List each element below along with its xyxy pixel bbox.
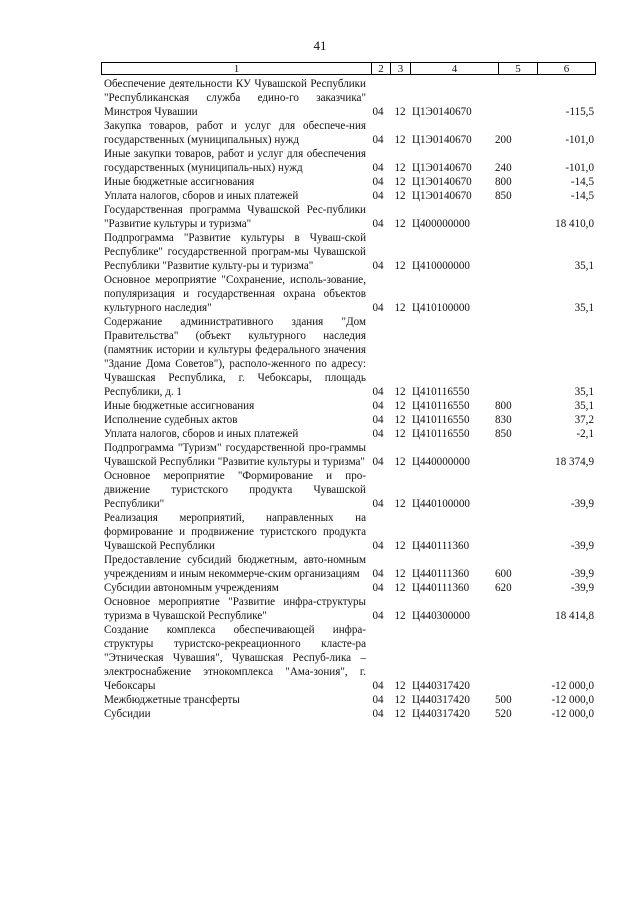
row-target-code: Ц1Э0140670 <box>412 176 472 188</box>
table-row <box>104 581 594 595</box>
row-sum: 18 374,9 <box>555 456 594 468</box>
row-subsection: 12 <box>394 386 406 398</box>
table-row <box>104 469 594 511</box>
row-section: 04 <box>372 428 384 440</box>
row-sum: 35,1 <box>574 260 594 272</box>
row-expense-type: 200 <box>495 134 512 146</box>
row-subsection: 12 <box>394 260 406 272</box>
table-header <box>101 62 596 75</box>
row-subsection: 12 <box>394 428 406 440</box>
row-subsection: 12 <box>394 176 406 188</box>
row-name: Уплата налогов, сборов и иных платежей <box>104 428 299 440</box>
row-subsection: 12 <box>394 106 406 118</box>
row-section: 04 <box>372 708 384 720</box>
row-target-code: Ц410116550 <box>412 414 470 426</box>
row-target-code: Ц410100000 <box>412 302 470 314</box>
row-target-code: Ц440317420 <box>412 680 470 692</box>
row-section: 04 <box>372 302 384 314</box>
table-row <box>104 231 594 273</box>
row-name: Основное мероприятие "Сохранение, исполь-зование, популяризация и государственная охрана объектов культурного наследия" <box>104 274 366 314</box>
row-target-code: Ц440111360 <box>412 582 470 594</box>
row-subsection: 12 <box>394 694 406 706</box>
row-sum: -12 000,0 <box>551 680 594 692</box>
row-name: Уплата налогов, сборов и иных платежей <box>104 190 299 202</box>
row-section: 04 <box>372 694 384 706</box>
row-target-code: Ц1Э0140670 <box>412 134 472 146</box>
row-subsection: 12 <box>394 218 406 230</box>
table-row <box>104 511 594 553</box>
row-section: 04 <box>372 456 384 468</box>
table-row <box>104 707 594 721</box>
row-subsection: 12 <box>394 190 406 202</box>
table-row <box>104 693 594 707</box>
row-name: Иные закупки товаров, работ и услуг для обеспечения государственных (муниципаль-ных) нужд <box>104 148 366 174</box>
table-body <box>104 77 594 721</box>
row-expense-type: 500 <box>495 694 512 706</box>
row-subsection: 12 <box>394 162 406 174</box>
row-section: 04 <box>372 610 384 622</box>
row-target-code: Ц1Э0140670 <box>412 106 472 118</box>
row-section: 04 <box>372 386 384 398</box>
table-row <box>104 595 594 623</box>
row-target-code: Ц440317420 <box>412 708 470 720</box>
row-name: Предоставление субсидий бюджетным, авто-номным учреждениям и иным некоммерче-ским организациям <box>104 554 366 580</box>
row-expense-type: 850 <box>495 190 512 202</box>
row-subsection: 12 <box>394 540 406 552</box>
row-target-code: Ц440000000 <box>412 456 470 468</box>
row-name: Межбюджетные трансферты <box>104 694 240 706</box>
row-target-code: Ц440317420 <box>412 694 470 706</box>
row-target-code: Ц410116550 <box>412 386 470 398</box>
table-row <box>104 203 594 231</box>
row-target-code: Ц440111360 <box>412 540 470 552</box>
row-section: 04 <box>372 540 384 552</box>
row-name: Субсидии <box>104 708 151 720</box>
row-sum: -2,1 <box>576 428 594 440</box>
row-section: 04 <box>372 176 384 188</box>
row-target-code: Ц440111360 <box>412 568 470 580</box>
row-subsection: 12 <box>394 568 406 580</box>
table-row <box>104 77 594 119</box>
row-section: 04 <box>372 190 384 202</box>
row-sum: -12 000,0 <box>551 694 594 706</box>
row-name: Субсидии автономным учреждениям <box>104 582 279 594</box>
row-name: Основное мероприятие "Формирование и про-движение туристского продукта Чувашской Республики" <box>104 470 366 510</box>
header-col-6: 6 <box>563 63 570 75</box>
table-row <box>104 189 594 203</box>
row-target-code: Ц400000000 <box>412 218 470 230</box>
table-row <box>104 399 594 413</box>
row-subsection: 12 <box>394 134 406 146</box>
row-sum: -12 000,0 <box>551 708 594 720</box>
row-section: 04 <box>372 582 384 594</box>
row-subsection: 12 <box>394 456 406 468</box>
row-sum: 35,1 <box>574 302 594 314</box>
row-section: 04 <box>372 414 384 426</box>
row-expense-type: 620 <box>495 582 512 594</box>
row-expense-type: 850 <box>495 428 512 440</box>
table-row <box>104 427 594 441</box>
row-target-code: Ц1Э0140670 <box>412 162 472 174</box>
row-section: 04 <box>372 568 384 580</box>
row-section: 04 <box>372 400 384 412</box>
header-col-5: 5 <box>499 63 538 74</box>
row-sum: -14,5 <box>570 176 594 188</box>
row-sum: -14,5 <box>570 190 594 202</box>
row-sum: -39,9 <box>570 568 594 580</box>
row-sum: -39,9 <box>570 498 594 510</box>
row-target-code: Ц1Э0140670 <box>412 190 472 202</box>
row-sum: 35,1 <box>574 400 594 412</box>
table-row <box>104 413 594 427</box>
table-row <box>104 119 594 147</box>
row-target-code: Ц410000000 <box>412 260 470 272</box>
row-name: Иные бюджетные ассигнования <box>104 400 255 412</box>
row-sum: 18 410,0 <box>555 218 594 230</box>
row-sum: -101,0 <box>565 162 594 174</box>
row-expense-type: 830 <box>495 414 512 426</box>
row-expense-type: 600 <box>495 568 512 580</box>
table-row <box>104 175 594 189</box>
row-subsection: 12 <box>394 414 406 426</box>
row-subsection: 12 <box>394 680 406 692</box>
row-name: Содержание административного здания "Дом Правительства" (объект культурного наследия (памятник истории и культуры федерального значения "Здание Дома Советов"), располо-женного по адресу: Чувашская Республика, г. Чебоксары, площадь Республики, д. 1 <box>104 316 366 398</box>
row-section: 04 <box>372 218 384 230</box>
row-name: Исполнение судебных актов <box>104 414 238 426</box>
row-expense-type: 520 <box>495 708 512 720</box>
row-target-code: Ц410116550 <box>412 428 470 440</box>
table-row <box>104 147 594 175</box>
table-row <box>104 273 594 315</box>
row-section: 04 <box>372 498 384 510</box>
row-section: 04 <box>372 162 384 174</box>
row-subsection: 12 <box>394 610 406 622</box>
row-section: 04 <box>372 134 384 146</box>
row-subsection: 12 <box>394 302 406 314</box>
row-expense-type: 800 <box>495 400 512 412</box>
row-section: 04 <box>372 260 384 272</box>
row-sum: 18 414,8 <box>555 610 594 622</box>
header-col-1: 1 <box>102 63 372 74</box>
table-row <box>104 315 594 399</box>
row-sum: 37,2 <box>574 414 594 426</box>
row-name: Подпрограмма "Туризм" государственной про-граммы Чувашской Республики "Развитие культуры и туризма" <box>104 442 366 468</box>
row-name: Создание комплекса обеспечивающей инфра-структуры туристско-рекреационного класте-ра "Этническая Чувашия", Чувашская Респуб-лика – электроснабжение этнокомплекса "Ама-зония", г. Чебоксары <box>104 624 366 692</box>
row-sum: -39,9 <box>570 582 594 594</box>
row-subsection: 12 <box>394 708 406 720</box>
row-name: Реализация мероприятий, направленных на формирование и продвижение туристского продукта Чувашской Республики <box>104 512 366 552</box>
table-row <box>104 553 594 581</box>
row-name: Подпрограмма "Развитие культуры в Чуваш-ской Республике" государственной програм-мы Чувашской Республики "Развитие культу-ры и туризма" <box>104 232 366 272</box>
row-sum: 35,1 <box>574 386 594 398</box>
row-expense-type: 800 <box>495 176 512 188</box>
row-name: Иные бюджетные ассигнования <box>104 176 255 188</box>
row-target-code: Ц410116550 <box>412 400 470 412</box>
row-subsection: 12 <box>394 582 406 594</box>
row-sum: -115,5 <box>565 106 594 118</box>
table-row <box>104 441 594 469</box>
row-section: 04 <box>372 680 384 692</box>
row-name: Основное мероприятие "Развитие инфра-структуры туризма в Чувашской Республике" <box>104 596 366 622</box>
row-expense-type: 240 <box>495 162 512 174</box>
row-subsection: 12 <box>394 400 406 412</box>
page-number: 41 <box>313 38 327 53</box>
header-col-3: 3 <box>391 63 411 74</box>
row-name: Государственная программа Чувашской Рес-публики "Развитие культуры и туризма" <box>104 204 366 230</box>
header-col-4: 4 <box>411 63 499 74</box>
row-target-code: Ц440300000 <box>412 610 470 622</box>
header-col-2: 2 <box>372 63 391 74</box>
row-target-code: Ц440100000 <box>412 498 470 510</box>
row-sum: -101,0 <box>565 134 594 146</box>
table-row <box>104 623 594 693</box>
row-subsection: 12 <box>394 498 406 510</box>
row-section: 04 <box>372 106 384 118</box>
row-name: Закупка товаров, работ и услуг для обеспече-ния государственных (муниципальных) нужд <box>104 120 366 146</box>
row-name: Обеспечение деятельности КУ Чувашской Республики "Республиканская служба едино-го заказчика" Минстроя Чувашии <box>104 78 366 118</box>
row-sum: -39,9 <box>570 540 594 552</box>
